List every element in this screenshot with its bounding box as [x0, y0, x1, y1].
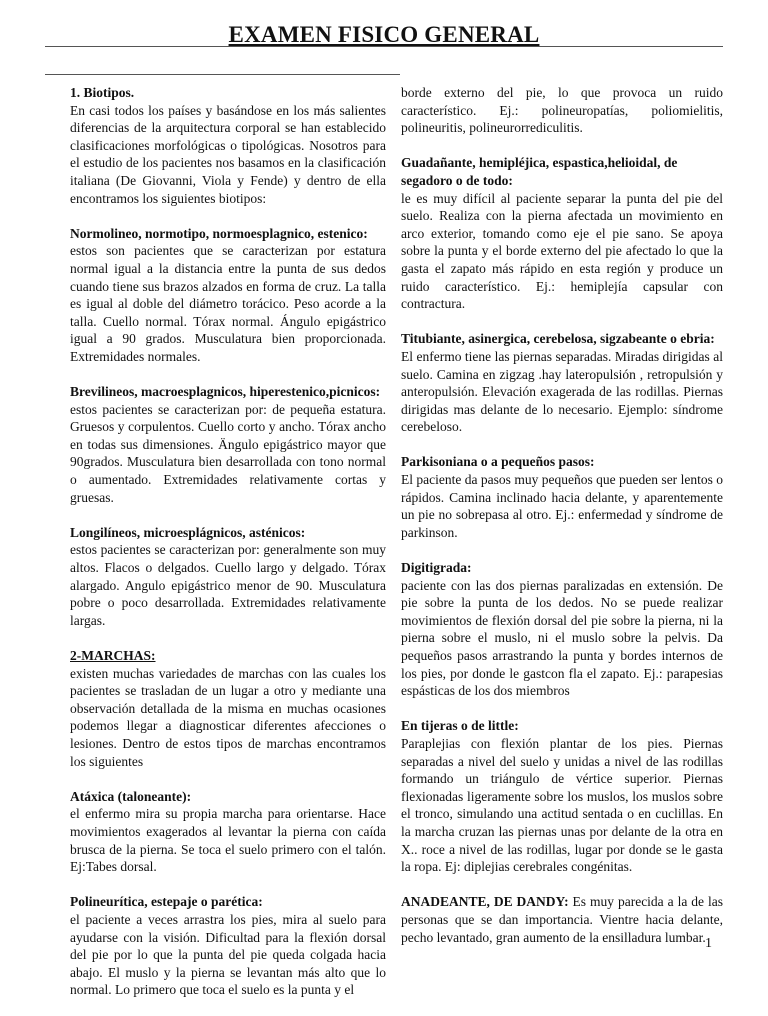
- section-heading: Titubiante, asinergica, cerebelosa, sigzabeante o ebria:: [401, 331, 715, 347]
- section-text: le es muy difícil al paciente separar la punta del pie del suelo. Realiza con la pierna afectada un movimiento en arco exterior, tomando como eje el pie sano. Se apoya sobre la punta y el borde externo del pie afectado lo que la gasta el zapato más rápido en esta región y produce un ruido característico. Ej.: hemiplejía capsular con contractura.: [401, 190, 723, 312]
- section-heading: Normolineo, normotipo, normoesplagnico, estenico:: [70, 225, 368, 241]
- page-title: EXAMEN FISICO GENERAL: [228, 22, 540, 47]
- section-block: [401, 559, 723, 700]
- section-block: [401, 330, 723, 436]
- right-column: [401, 84, 723, 964]
- section-block: [401, 893, 723, 946]
- section-text: estos son pacientes que se caracterizan por estatura normal igual a la distancia entre la punta de sus dedos cuando tiene sus brazos alzados en forma de cruz. La talla es igual al doble del diámetro torácico. Peso acorde a la talla. Cuello normal. Tórax normal. Ángulo epigástrico igual a 90 grados. Musculatura bien proporcionada. Extremidades normales.: [70, 243, 386, 364]
- section-text: estos pacientes se caracterizan por: de pequeña estatura. Gruesos y corpulentos. Cuello corto y ancho. Tórax ancho en todas sus dimensiones. Ängulo epigástrico mayor que 90grados. Musculatura bien desarrollada con tono normal o aumentado. Extremidades relativamente cortas y gruesas.: [70, 401, 386, 505]
- section-heading: Brevilineos, macroesplagnicos, hiperestenico,picnicos:: [70, 384, 381, 400]
- section-text: paciente con las dos piernas paralizadas en extensión. De pie sobre la punta de los dedos. No se puede realizar movimientos de flexión dorsal del pie sobre la pierna, ni la pierna sobre el muslo, ni el muslo sobre la pelvis. Da pequeños pasos arrastrando la punta y bordes internos de los pies, por donde le gastcon fla el zapato. Ej.: parapesias espásticas de los dos miembros: [401, 577, 723, 699]
- section-text: existen muchas variedades de marchas con las cuales los pacientes se trasladan de un lugar a otro y mediante una observación detallada de la misma en muchas ocasiones podemos llegar a diagnosticar diferentes afecciones o lesiones. Dentro de estos tipos de marchas encontramos los siguientes: [70, 665, 386, 769]
- section-text: el paciente a veces arrastra los pies, mira al suelo para ayudarse con la visión. Dificultad para la flexión dorsal del pie por lo que la punta del pie queda colgada hacia abajo. El muslo y la pierna se levantan más alto que lo normal. Lo primero que toca el suelo es la punta y el: [70, 911, 386, 998]
- section-text: El paciente da pasos muy pequeños que pueden ser lentos o rápidos. Camina inclinado hacia delante, y aparentemente un pie no sobrepasa al otro. Ej.: enfermedad y síndrome de parkinson.: [401, 472, 723, 540]
- page-number: 1: [705, 936, 712, 951]
- section-block: [401, 84, 723, 137]
- section-heading: En tijeras o de little:: [401, 718, 519, 734]
- section-heading: Digitigrada:: [401, 560, 472, 576]
- left-column: [70, 84, 386, 1016]
- section-text: Es muy parecida a la de las personas que se dan importancia. Vientre hacia delante, pecho levantado, gran aumento de la ensilladura lumbar.: [401, 894, 723, 945]
- section-block: [70, 893, 386, 999]
- section-text: En casi todos los países y basándose en los más salientes diferencias de la arquitectura corporal se han establecido clasificaciones morfológicas o tipológicas. Nosotros para el estudio de los pacientes nos basamos en la clasificación italiana (De Giovanni, Viola y Fende) y dentro de ella encontramos los siguientes biotipos:: [70, 102, 386, 206]
- section-heading: 2-MARCHAS:: [70, 648, 156, 663]
- section-block: [401, 453, 723, 541]
- section-heading: Longilíneos, microesplágnicos, asténicos:: [70, 524, 306, 540]
- section-block: [401, 154, 723, 312]
- section-heading: Guadañante, hemipléjica, espastica,helioidal, de segadoro o de todo:: [401, 155, 678, 188]
- section-block: [401, 717, 723, 875]
- section-text: estos pacientes se caracterizan por: generalmente son muy altos. Flacos o delgados. Cuello largo y delgado. Tórax alargado. Angulo epigástrico menor de 90. Musculatura pobre o poco desarrollada. Extremidades relativamente largas.: [70, 542, 386, 628]
- section-block: [70, 788, 386, 876]
- section-text: Paraplejias con flexión plantar de los pies. Piernas separadas a nivel del suelo y unidas a nivel de las rodillas formando un triángulo de vértice superior. Piernas flexionadas ligeramente sobre los muslos, los muslos sobre el tronco, simulando una actitud sentada o en cuclillas. En la marcha cruzan las piernas unas por delante de la otra en X.. roce a nivel de las rodillas, lugar por donde se le gasta la ropa. Ej: diplejias cerebrales congénitas.: [401, 735, 723, 875]
- section-heading: Atáxica (taloneante):: [70, 788, 192, 804]
- section-heading: Parkisoniana o a pequeños pasos:: [401, 454, 595, 470]
- section-heading: ANADEANTE, DE DANDY:: [401, 894, 569, 910]
- title-rule: [45, 74, 400, 75]
- section-block: [70, 524, 386, 630]
- section-block: [70, 84, 386, 207]
- section-text: borde externo del pie, lo que provoca un ruido característico. Ej.: polineuropatías, poliomielitis, polineuritis, polineurorrediculitis.: [401, 85, 723, 136]
- section-block: [70, 225, 386, 366]
- section-heading: Polineurítica, estepaje o parética:: [70, 894, 263, 910]
- section-block: [70, 383, 386, 506]
- section-heading: 1. Biotipos.: [70, 85, 135, 100]
- section-text: el enfermo mira su propia marcha para orientarse. Hace movimientos exagerados al levantar la pierna con caída brusca de la pierna. Se toca el suelo primero con el talón. Ej:Tabes dorsal.: [70, 806, 386, 875]
- section-text: El enfermo tiene las piernas separadas. Miradas dirigidas al suelo. Camina en zigzag .hay lateropulsión , retropulsión y anteropulsión. Elevación exagerada de las rodillas. Piernas dirigidas mas delante de lo necesario. Ejemplo: síndrome cerebeloso.: [401, 348, 723, 435]
- section-block: [70, 647, 386, 770]
